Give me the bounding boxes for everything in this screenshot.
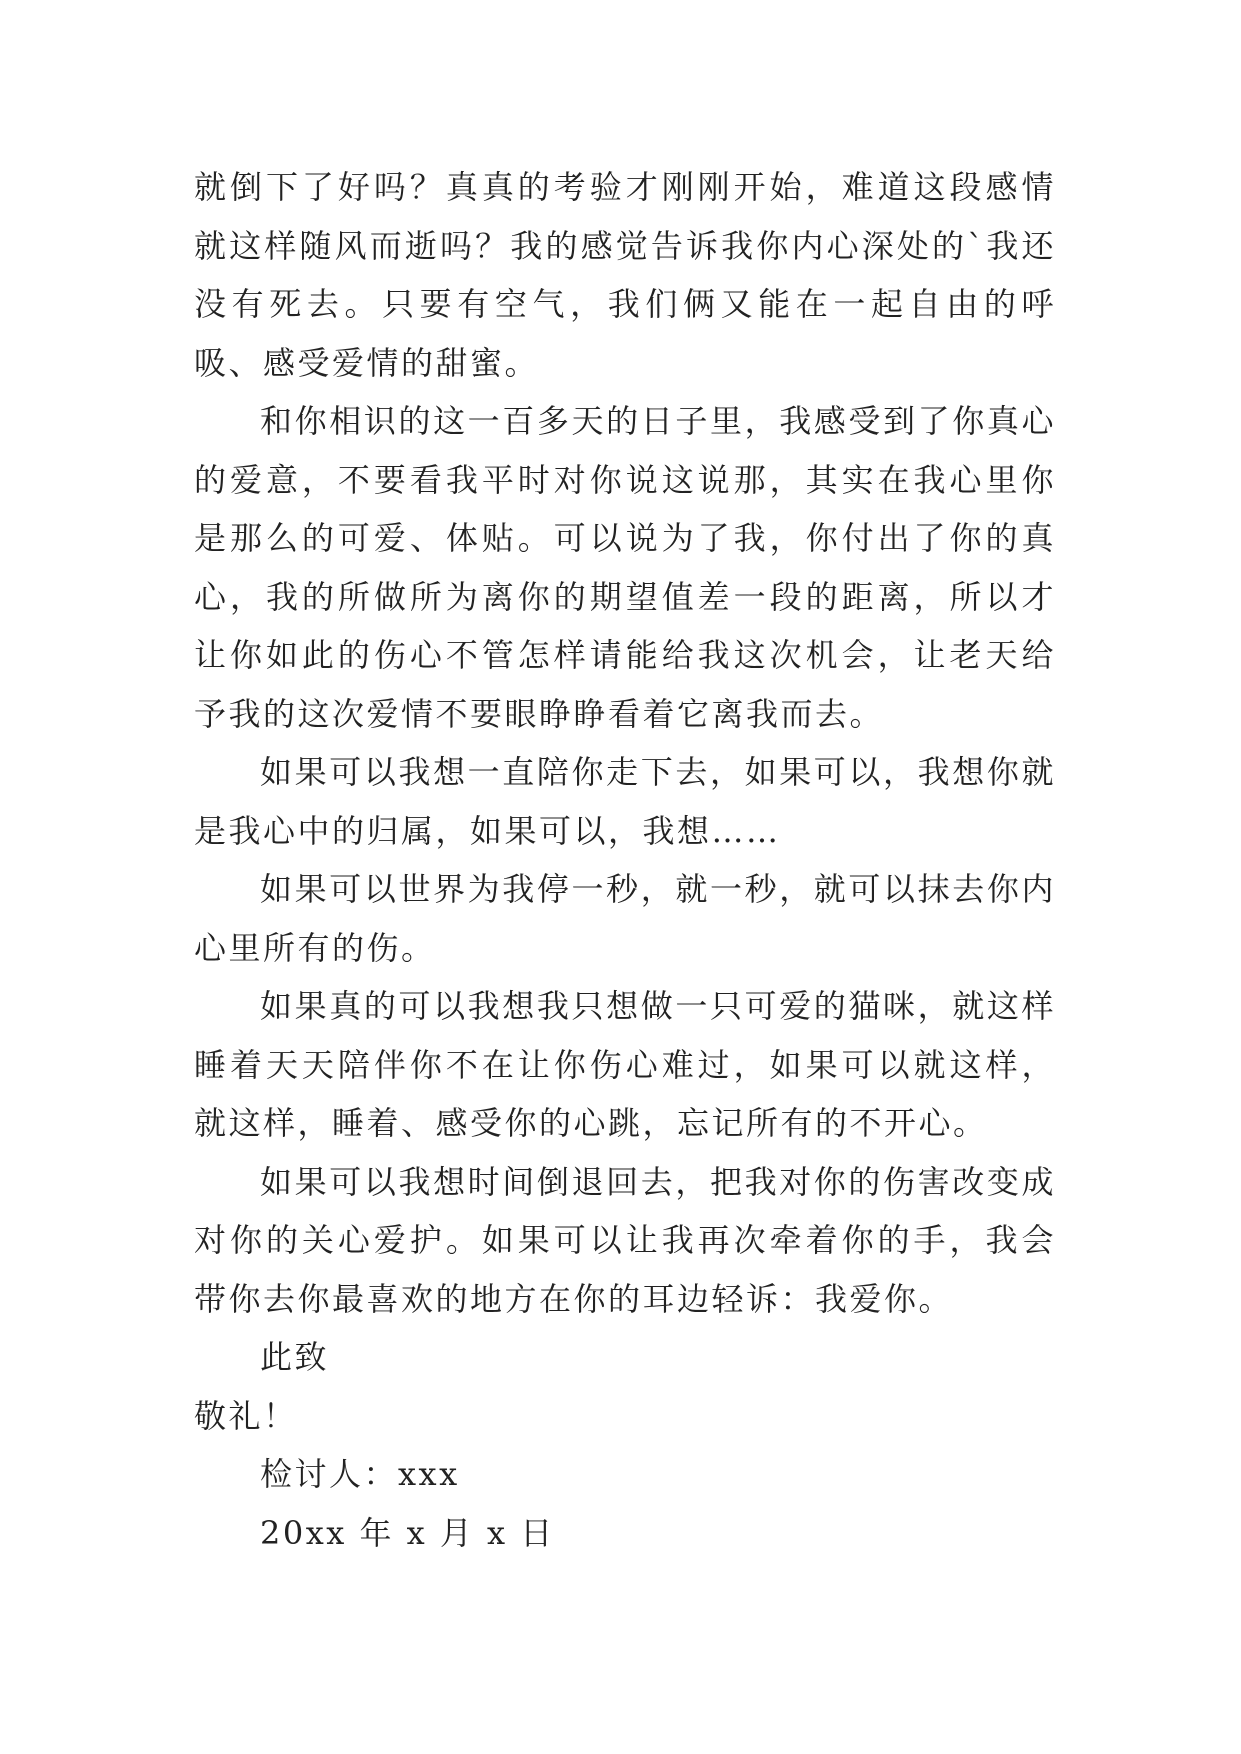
- letter-body: [194, 158, 1056, 1562]
- paragraph: 如果可以我想一直陪你走下去，如果可以，我想你就是我心中的归属，如果可以，我想……: [194, 753, 1056, 850]
- signer-line: 检讨人：xxx: [260, 1455, 460, 1493]
- paragraph: 和你相识的这一百多天的日子里，我感受到了你真心的爱意，不要看我平时对你说这说那，其实在我心里你是那么的可爱、体贴。可以说为了我，你付出了你的真心，我的所做所为离你的期望值差一段的距离，所以才让你如此的伤心不管怎样请能给我这次机会，让老天给予我的这次爱情不要眼睁睁看着它离我而去。: [194, 402, 1056, 733]
- paragraph-continued: 就倒下了好吗？真真的考验才刚刚开始，难道这段感情就这样随风而逝吗？我的感觉告诉我你内心深处的`我还没有死去。只要有空气，我们俩又能在一起自由的呼吸、感受爱情的甜蜜。: [194, 168, 1056, 382]
- date-line: 20xx 年 x 月 x 日: [260, 1513, 555, 1552]
- closing-regards: 敬礼！: [194, 1396, 298, 1435]
- paragraph: 如果可以世界为我停一秒，就一秒，就可以抹去你内心里所有的伤。: [194, 870, 1056, 967]
- paragraph: 如果可以我想时间倒退回去，把我对你的伤害改变成对你的关心爱护。如果可以让我再次牵着你的手，我会带你去你最喜欢的地方在你的耳边轻诉：我爱你。: [194, 1162, 1056, 1318]
- closing-salutation: 此致: [260, 1338, 330, 1376]
- paragraph: 如果真的可以我想我只想做一只可爱的猫咪，就这样睡着天天陪伴你不在让你伤心难过，如果可以就这样，就这样，睡着、感受你的心跳，忘记所有的不开心。: [194, 987, 1056, 1142]
